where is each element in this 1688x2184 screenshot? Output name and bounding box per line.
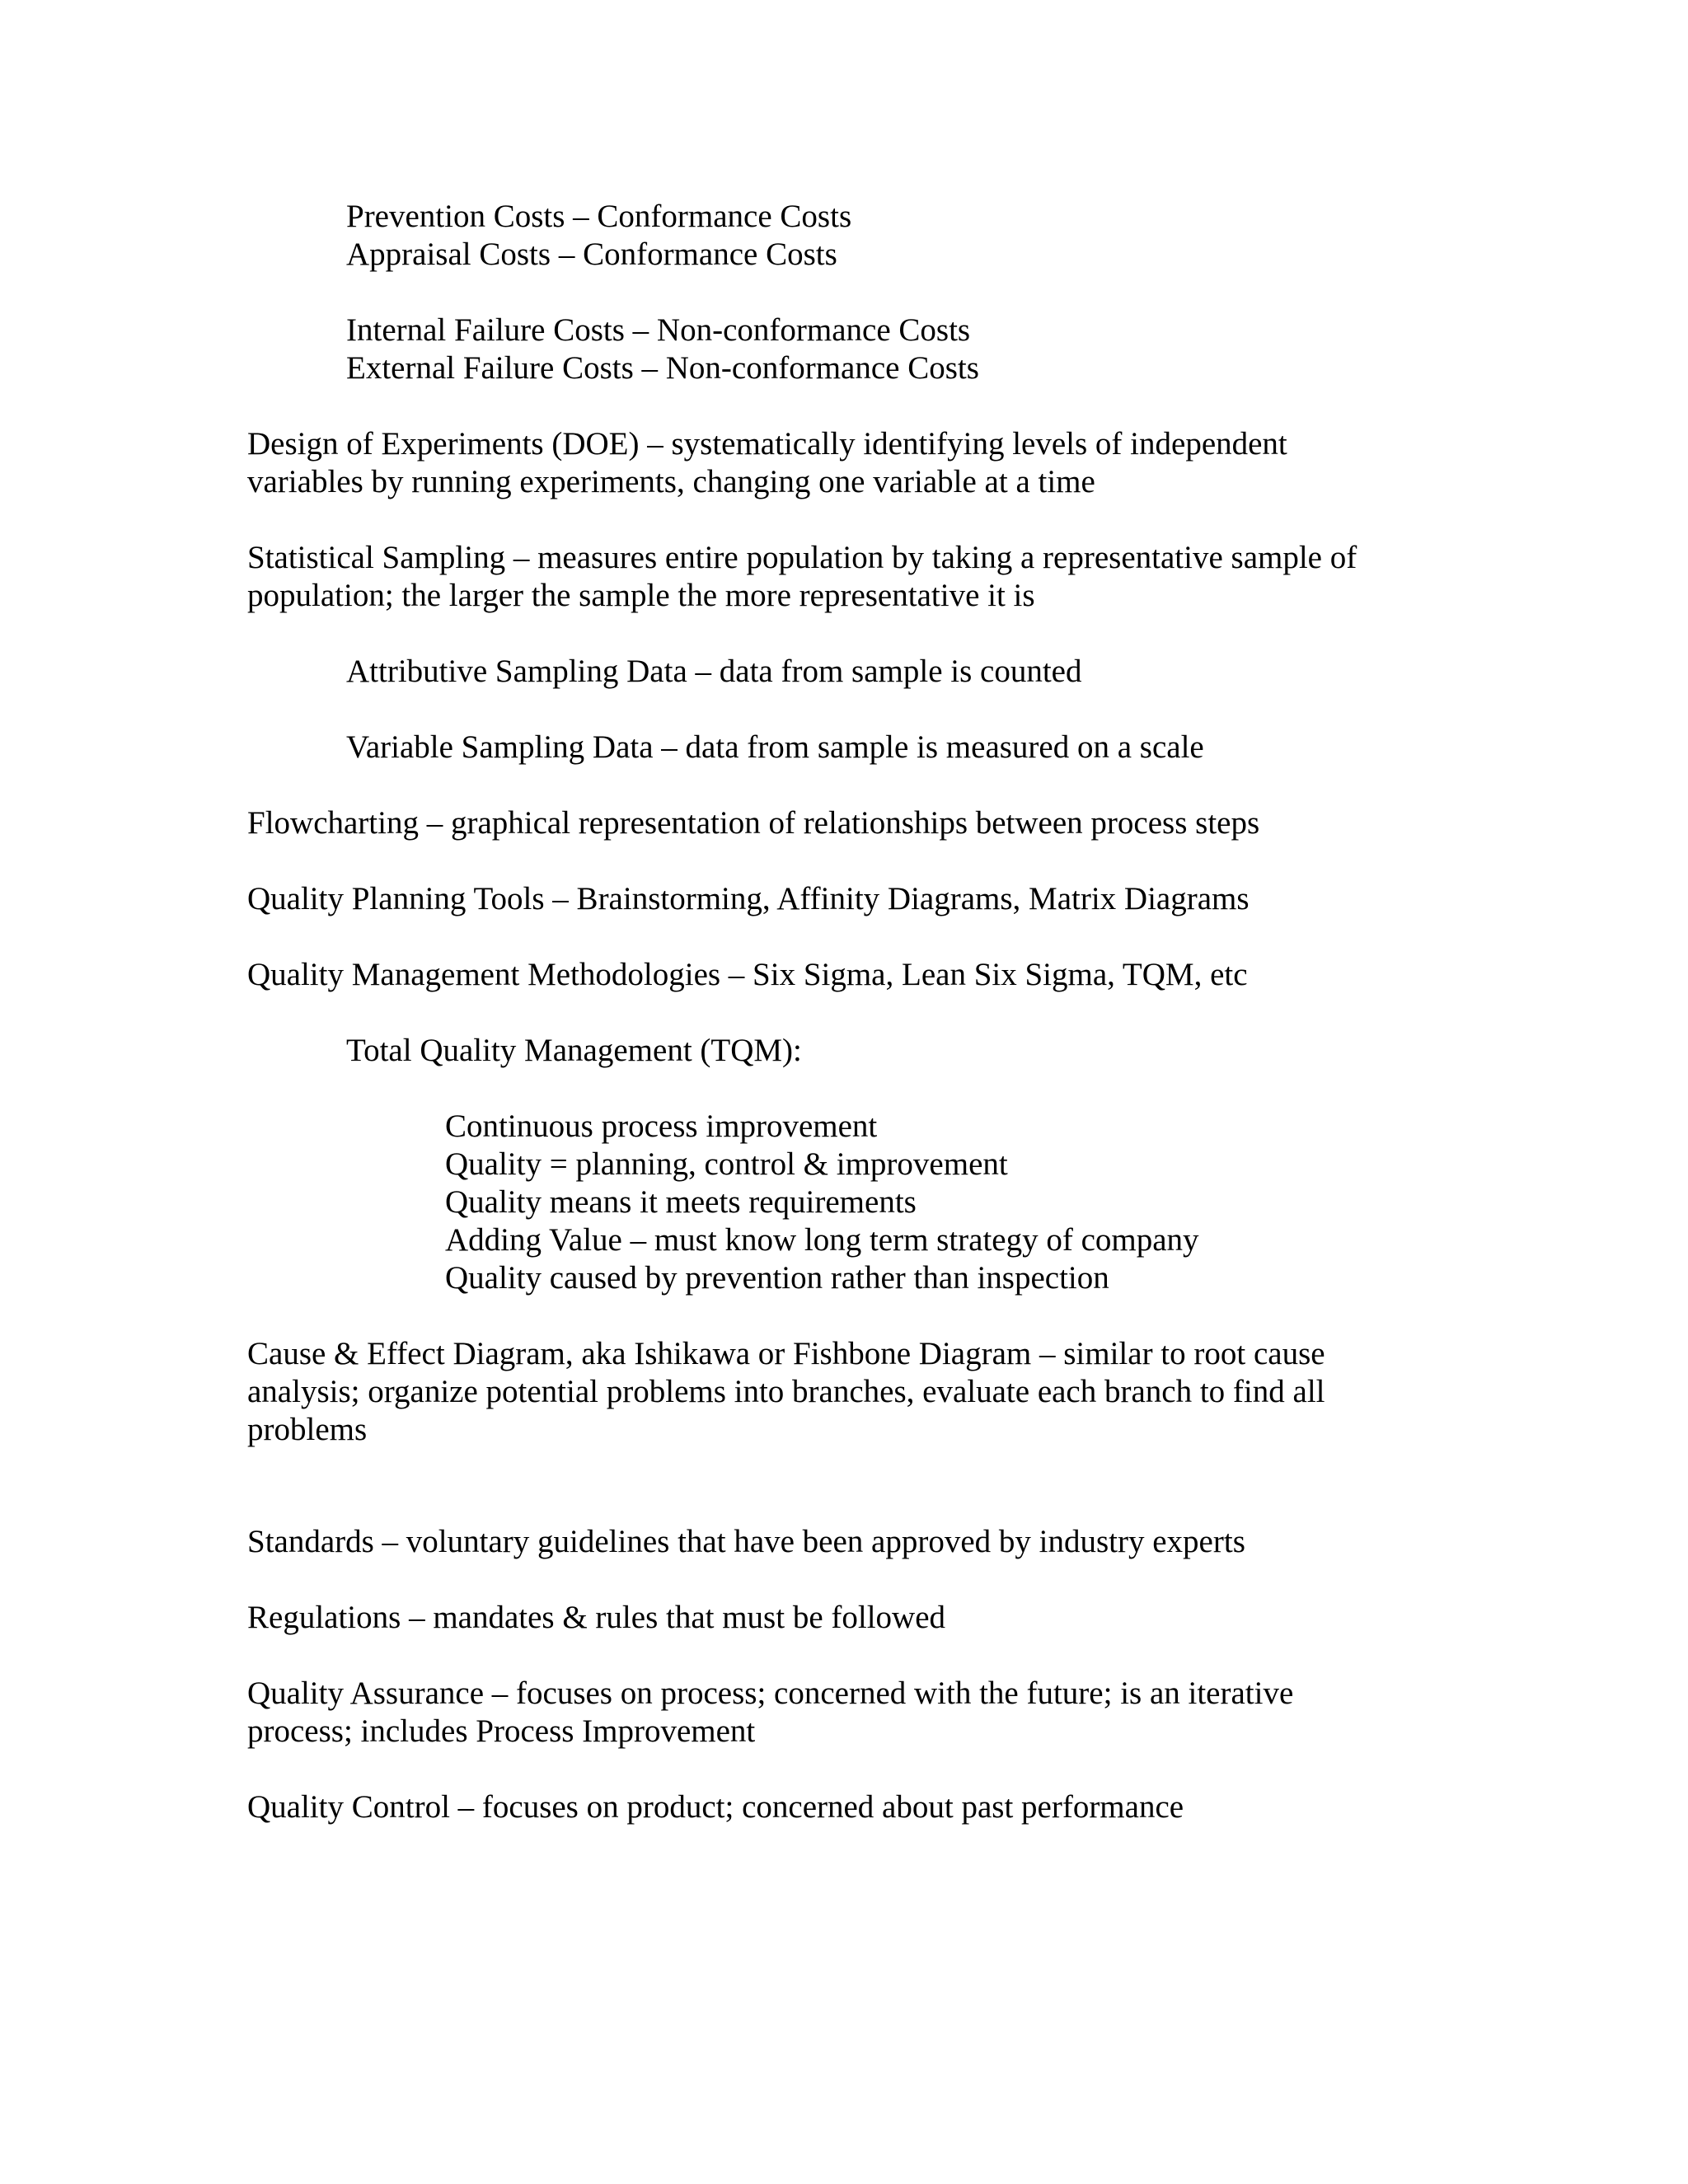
tqm-item-4-line: Adding Value – must know long term strategy of company [445, 1222, 1199, 1258]
quality-assurance-line-2: process; includes Process Improvement [247, 1713, 756, 1749]
variable-sampling-data-line: Variable Sampling Data – data from sample is measured on a scale [346, 729, 1204, 765]
cause-and-effect-line-3: problems [247, 1412, 368, 1447]
cause-and-effect-line-1: Cause & Effect Diagram, aka Ishikawa or Fishbone Diagram – similar to root cause [247, 1336, 1325, 1371]
attributive-sampling-data-line: Attributive Sampling Data – data from sample is counted [346, 654, 1082, 689]
prevention-costs-line: Prevention Costs – Conformance Costs [346, 199, 852, 234]
cause-and-effect-line-2: analysis; organize potential problems into branches, evaluate each branch to find all [247, 1374, 1325, 1409]
flowcharting-line: Flowcharting – graphical representation of relationships between process steps [247, 805, 1260, 841]
external-failure-costs-line: External Failure Costs – Non-conformance Costs [346, 350, 979, 386]
statistical-sampling-line-2: population; the larger the sample the more representative it is [247, 578, 1035, 613]
quality-control-line: Quality Control – focuses on product; concerned about past performance [247, 1789, 1184, 1825]
quality-planning-tools-line: Quality Planning Tools – Brainstorming, Affinity Diagrams, Matrix Diagrams [247, 881, 1250, 916]
quality-management-methodologies-line: Quality Management Methodologies – Six Sigma, Lean Six Sigma, TQM, etc [247, 957, 1248, 992]
design-of-experiments-line-1: Design of Experiments (DOE) – systematically identifying levels of independent [247, 426, 1287, 462]
internal-failure-costs-line: Internal Failure Costs – Non-conformance Costs [346, 312, 971, 348]
standards-line: Standards – voluntary guidelines that have been approved by industry experts [247, 1524, 1245, 1559]
tqm-item-1-line: Continuous process improvement [445, 1108, 878, 1144]
quality-assurance-line-1: Quality Assurance – focuses on process; concerned with the future; is an iterative [247, 1675, 1294, 1711]
tqm-item-2-line: Quality = planning, control & improvement [445, 1146, 1008, 1182]
tqm-heading-line: Total Quality Management (TQM): [346, 1033, 802, 1068]
regulations-line: Regulations – mandates & rules that must be followed [247, 1600, 946, 1635]
appraisal-costs-line: Appraisal Costs – Conformance Costs [346, 237, 837, 272]
tqm-item-5-line: Quality caused by prevention rather than inspection [445, 1260, 1109, 1296]
statistical-sampling-line-1: Statistical Sampling – measures entire population by taking a representative sample of [247, 540, 1357, 575]
tqm-item-3-line: Quality means it meets requirements [445, 1184, 917, 1220]
design-of-experiments-line-2: variables by running experiments, changing one variable at a time [247, 464, 1095, 499]
